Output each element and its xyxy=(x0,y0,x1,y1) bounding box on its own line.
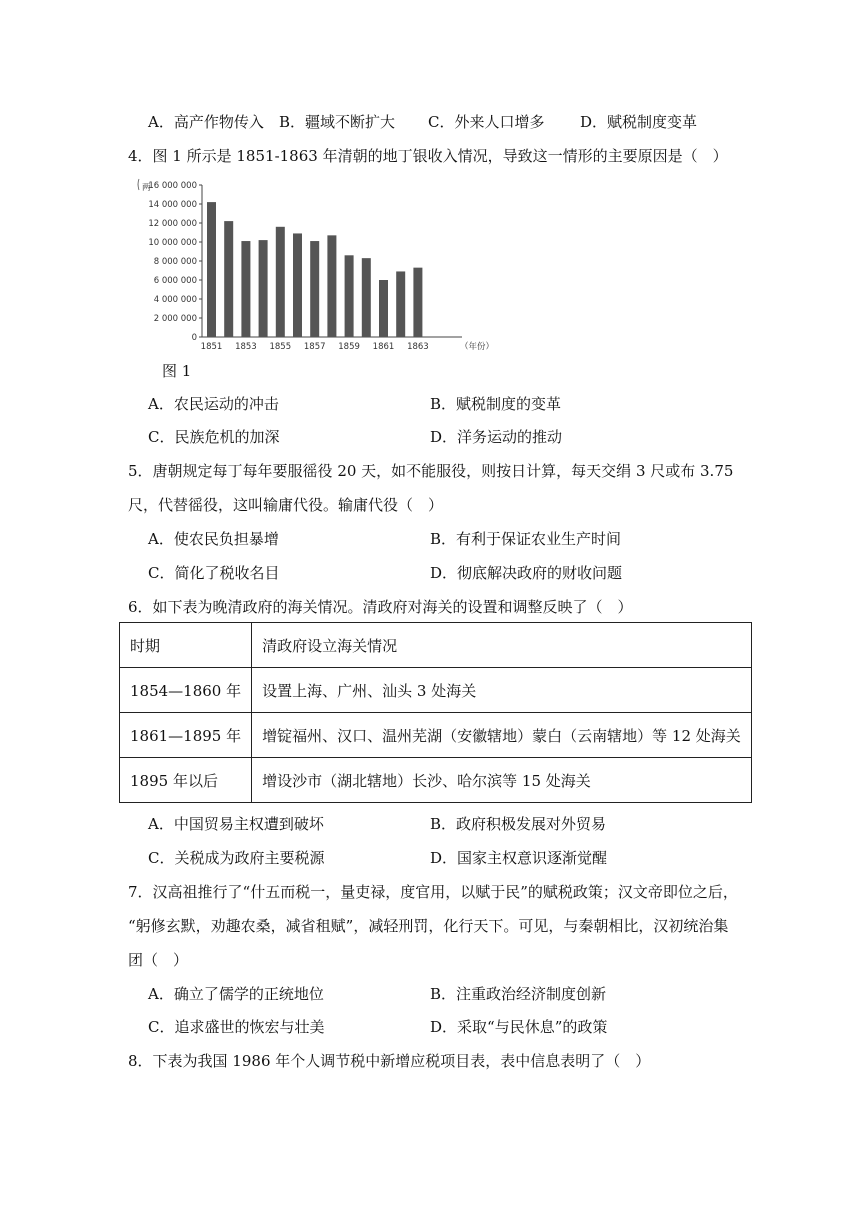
q4-option-b[interactable]: B．赋税制度的变革 xyxy=(430,395,562,413)
unit-bracket xyxy=(138,179,139,190)
bar xyxy=(327,235,336,337)
y-tick-label: 8 000 000 xyxy=(153,257,197,267)
bar xyxy=(224,221,233,337)
table-row xyxy=(120,758,752,803)
x-tick-label: 1851 xyxy=(200,342,223,352)
q6-option-d[interactable]: D．国家主权意识逐渐觉醒 xyxy=(430,849,608,867)
bar xyxy=(413,268,422,337)
q4-stem: 4．图 1 所示是 1851-1863 年清朝的地丁银收入情况，导致这一情形的主要原因是（ ） xyxy=(128,147,728,165)
y-axis-unit: 两 xyxy=(142,183,151,193)
bar xyxy=(259,240,268,337)
q7-option-d[interactable]: D．采取“与民休息”的政策 xyxy=(430,1018,608,1036)
x-tick-label: 1855 xyxy=(269,342,292,352)
q5-stem-line1: 5．唐朝规定每丁每年要服徭役 20 天，如不能服役，则按日计算，每天交绢 3 尺或布 3.75 xyxy=(128,462,734,480)
x-tick-label: 1857 xyxy=(303,342,326,352)
table-cell-customs: 增设沙市（湖北辖地）长沙、哈尔滨等 15 处海关 xyxy=(252,758,752,803)
table-row xyxy=(120,668,752,713)
table-header-customs: 清政府设立海关情况 xyxy=(252,623,752,668)
bar xyxy=(379,280,388,337)
q6-customs-table xyxy=(119,622,752,803)
bar xyxy=(396,271,405,337)
q3-option-b[interactable]: B．疆域不断扩大 xyxy=(279,113,396,131)
q4-bar-chart xyxy=(130,170,510,355)
q5-stem-line2: 尺，代替徭役，这叫输庸代役。输庸代役（ ） xyxy=(128,496,444,514)
q5-option-d[interactable]: D．彻底解决政府的财收问题 xyxy=(430,564,623,582)
table-cell-period: 1895 年以后 xyxy=(120,758,252,803)
q3-option-a[interactable]: A．高产作物传入 xyxy=(148,113,264,131)
table-header-row xyxy=(120,623,752,668)
q7-option-a[interactable]: A．确立了儒学的正统地位 xyxy=(148,985,324,1003)
bar xyxy=(276,227,285,337)
y-tick-label: 10 000 000 xyxy=(148,238,197,248)
q7-stem-line2: “躬修玄默，劝趣农桑，减省租赋”，减轻刑罚，化行天下。可见，与秦朝相比，汉初统治集 xyxy=(128,917,729,935)
bar xyxy=(362,258,371,337)
q4-option-a[interactable]: A．农民运动的冲击 xyxy=(148,395,279,413)
q7-option-c[interactable]: C．追求盛世的恢宏与壮美 xyxy=(148,1018,325,1036)
table-header-period: 时期 xyxy=(120,623,252,668)
q4-figure-label: 图 1 xyxy=(162,362,192,380)
table-cell-period: 1854—1860 年 xyxy=(120,668,252,713)
x-tick-label: 1859 xyxy=(338,342,360,352)
q6-option-b[interactable]: B．政府积极发展对外贸易 xyxy=(430,815,607,833)
table-row xyxy=(120,713,752,758)
y-tick-label: 14 000 000 xyxy=(148,200,197,210)
y-tick-label: 0 xyxy=(191,333,197,343)
q7-stem-line3: 团（ ） xyxy=(128,951,189,969)
q3-option-d[interactable]: D．赋税制度变革 xyxy=(580,113,698,131)
q7-option-b[interactable]: B．注重政治经济制度创新 xyxy=(430,985,607,1003)
q6-option-c[interactable]: C．关税成为政府主要税源 xyxy=(148,849,325,867)
q3-option-c[interactable]: C．外来人口增多 xyxy=(428,113,545,131)
q5-option-a[interactable]: A．使农民负担暴增 xyxy=(148,530,279,548)
y-tick-label: 12 000 000 xyxy=(148,219,197,229)
y-tick-label: 16 000 000 xyxy=(148,181,197,191)
x-axis-label: （年份） xyxy=(460,342,495,352)
q5-option-b[interactable]: B．有利于保证农业生产时间 xyxy=(430,530,622,548)
bar xyxy=(241,241,250,337)
q6-stem: 6．如下表为晚清政府的海关情况。清政府对海关的设置和调整反映了（ ） xyxy=(128,598,633,616)
q7-stem-line1: 7．汉高祖推行了“什五而税一，量吏禄，度官用，以赋于民”的赋税政策；汉文帝即位之后， xyxy=(128,883,738,901)
q4-option-d[interactable]: D．洋务运动的推动 xyxy=(430,428,563,446)
q5-option-c[interactable]: C．简化了税收名目 xyxy=(148,564,280,582)
q8-stem: 8．下表为我国 1986 年个人调节税中新增应税项目表，表中信息表明了（ ） xyxy=(128,1052,651,1070)
y-tick-label: 6 000 000 xyxy=(153,276,197,286)
table-cell-customs: 增锭福州、汉口、温州芜湖（安徽辖地）蒙白（云南辖地）等 12 处海关 xyxy=(252,713,752,758)
x-tick-label: 1853 xyxy=(235,342,257,352)
bar xyxy=(293,233,302,337)
table-cell-customs: 设置上海、广州、汕头 3 处海关 xyxy=(252,668,752,713)
table-cell-period: 1861—1895 年 xyxy=(120,713,252,758)
y-tick-label: 4 000 000 xyxy=(153,295,197,305)
q4-option-c[interactable]: C．民族危机的加深 xyxy=(148,428,280,446)
bar xyxy=(345,255,354,337)
bar xyxy=(207,202,216,337)
y-tick-label: 2 000 000 xyxy=(153,314,197,324)
q6-option-a[interactable]: A．中国贸易主权遭到破坏 xyxy=(148,815,324,833)
x-tick-label: 1861 xyxy=(372,342,395,352)
bar xyxy=(310,241,319,337)
x-tick-label: 1863 xyxy=(407,342,429,352)
